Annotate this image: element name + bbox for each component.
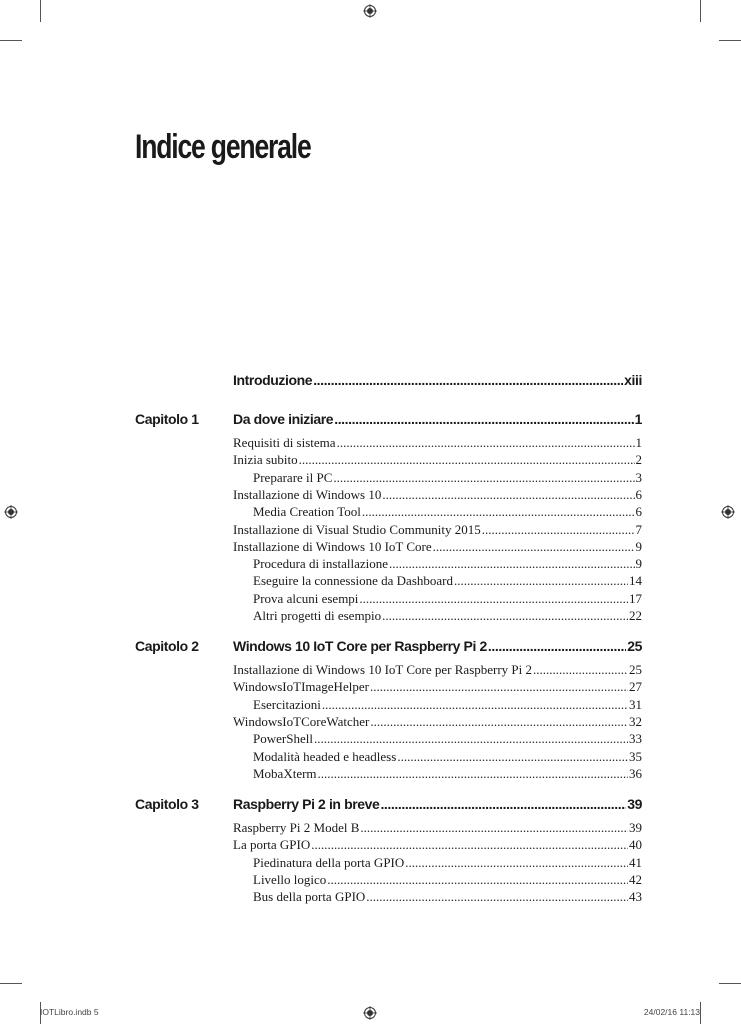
entry-title: Modalità headed e headless [253, 748, 397, 764]
entry-title: Raspberry Pi 2 Model B [233, 820, 360, 835]
toc-intro [233, 372, 642, 388]
entry-title: MobaXterm [253, 765, 317, 781]
dot-leader [362, 504, 635, 520]
registration-mark-icon [4, 505, 18, 519]
dot-leader [299, 452, 635, 468]
dot-leader [359, 591, 628, 607]
footer-timestamp: 24/02/16 11:13 [643, 1007, 700, 1017]
registration-mark-icon [721, 505, 735, 519]
toc-subsection [253, 573, 642, 589]
dot-leader [366, 889, 628, 905]
toc-section [233, 539, 642, 555]
dot-leader [360, 820, 628, 836]
page-number: 25 [629, 662, 642, 677]
dot-leader [327, 872, 628, 888]
page-number: 14 [629, 573, 642, 589]
page-number: 2 [635, 452, 642, 468]
crop-mark [700, 0, 701, 22]
page-number: 22 [629, 608, 642, 623]
entry-title: Piedinatura della porta GPIO [253, 854, 405, 870]
dot-leader [337, 435, 635, 451]
toc-section [233, 487, 642, 503]
entry-title: Inizia subito [233, 452, 298, 468]
page-number: xiii [624, 372, 642, 388]
dot-leader [397, 749, 628, 765]
dot-leader [322, 697, 628, 713]
dot-leader [433, 539, 635, 555]
crop-mark [40, 0, 41, 22]
toc-chapter-title [233, 411, 642, 427]
dot-leader [333, 470, 634, 486]
crop-mark [0, 40, 22, 41]
toc-chapter-title [233, 796, 642, 812]
toc-section [233, 452, 642, 468]
toc-subsection [253, 766, 642, 782]
toc-section [233, 714, 642, 730]
page-number: 43 [629, 889, 642, 905]
page-number: 1 [635, 435, 642, 450]
dot-leader [311, 837, 628, 853]
dot-leader [533, 662, 628, 678]
entry-title: WindowsIoTCoreWatcher [233, 713, 370, 729]
page-number: 9 [635, 556, 642, 572]
page-number: 17 [629, 590, 642, 606]
crop-mark [719, 983, 741, 984]
page-number: 1 [634, 411, 642, 427]
entry-title: Esercitazioni [253, 696, 321, 712]
toc-subsection [253, 591, 642, 607]
page-number: 41 [629, 854, 642, 870]
entry-title: Da dove iniziare [233, 411, 334, 427]
dot-leader [380, 796, 626, 812]
toc-subsection [253, 608, 642, 624]
entry-title: Installazione di Windows 10 IoT Core per Raspberry Pi 2 [233, 662, 533, 677]
dot-leader [313, 372, 623, 388]
dot-leader [488, 638, 626, 654]
page-number: 27 [629, 679, 642, 695]
crop-mark [700, 1002, 701, 1024]
toc-subsection [253, 470, 642, 486]
page-number: 25 [627, 638, 642, 654]
dot-leader [370, 714, 628, 730]
entry-title: Altri progetti di esempio [253, 608, 382, 623]
entry-title: Raspberry Pi 2 in breve [233, 796, 380, 812]
entry-title: Installazione di Windows 10 [233, 486, 382, 502]
toc-subsection [253, 872, 642, 888]
toc-subsection [253, 749, 642, 765]
page-title: Indice generale [135, 128, 311, 166]
dot-leader [382, 487, 634, 503]
toc-section [233, 679, 642, 695]
dot-leader [389, 556, 634, 572]
page-number: 32 [629, 713, 642, 729]
page-number: 33 [629, 731, 642, 747]
page-number: 35 [629, 748, 642, 764]
crop-mark [0, 983, 22, 984]
page-number: 42 [629, 871, 642, 887]
page-number: 9 [635, 538, 642, 554]
entry-title: Bus della porta GPIO [253, 889, 366, 905]
entry-title: PowerShell [253, 731, 313, 747]
entry-title: Media Creation Tool [253, 504, 361, 520]
dot-leader [482, 522, 635, 538]
page-number: 6 [635, 486, 642, 502]
toc-section [233, 837, 642, 853]
dot-leader [314, 731, 628, 747]
toc-subsection [253, 855, 642, 871]
chapter-label: Capitolo 3 [135, 796, 199, 812]
toc-subsection [253, 697, 642, 713]
toc-subsection [253, 731, 642, 747]
entry-title: Introduzione [233, 372, 313, 388]
registration-mark-icon [363, 1006, 377, 1020]
entry-title: WindowsIoTImageHelper [233, 679, 369, 695]
entry-title: Eseguire la connessione da Dashboard [253, 573, 453, 589]
toc-section [233, 435, 642, 451]
page-number: 7 [635, 521, 642, 537]
toc-section [233, 522, 642, 538]
toc-section [233, 820, 642, 836]
dot-leader [405, 855, 628, 871]
toc-section [233, 662, 642, 678]
entry-title: Installazione di Visual Studio Community 2015 [233, 521, 481, 537]
registration-mark-icon [363, 4, 377, 18]
toc-chapter-title [233, 638, 642, 654]
page-number: 3 [635, 469, 642, 485]
crop-mark [719, 40, 741, 41]
chapter-label: Capitolo 2 [135, 638, 199, 654]
dot-leader [382, 608, 628, 624]
entry-title: Livello logico [253, 871, 327, 887]
entry-title: Installazione di Windows 10 IoT Core [233, 538, 432, 554]
entry-title: Preparare il PC [253, 469, 333, 485]
entry-title: Windows 10 IoT Core per Raspberry Pi 2 [233, 638, 487, 654]
dot-leader [454, 573, 628, 589]
page-number: 39 [627, 796, 642, 812]
dot-leader [370, 679, 628, 695]
entry-title: Prova alcuni esempi [253, 590, 359, 606]
dot-leader [318, 766, 628, 782]
page-number: 6 [635, 504, 642, 520]
footer-file-info: IOTLibro.indb 5 [40, 1007, 99, 1017]
toc-subsection [253, 504, 642, 520]
entry-title: Procedura di installazione [253, 556, 389, 572]
page-number: 39 [629, 820, 642, 835]
entry-title: La porta GPIO [233, 837, 311, 853]
chapter-label: Capitolo 1 [135, 411, 199, 427]
dot-leader [334, 411, 633, 427]
page-number: 31 [629, 696, 642, 712]
toc-subsection [253, 889, 642, 905]
entry-title: Requisiti di sistema [233, 435, 336, 450]
toc-subsection [253, 556, 642, 572]
page-number: 36 [629, 765, 642, 781]
page-number: 40 [629, 837, 642, 853]
